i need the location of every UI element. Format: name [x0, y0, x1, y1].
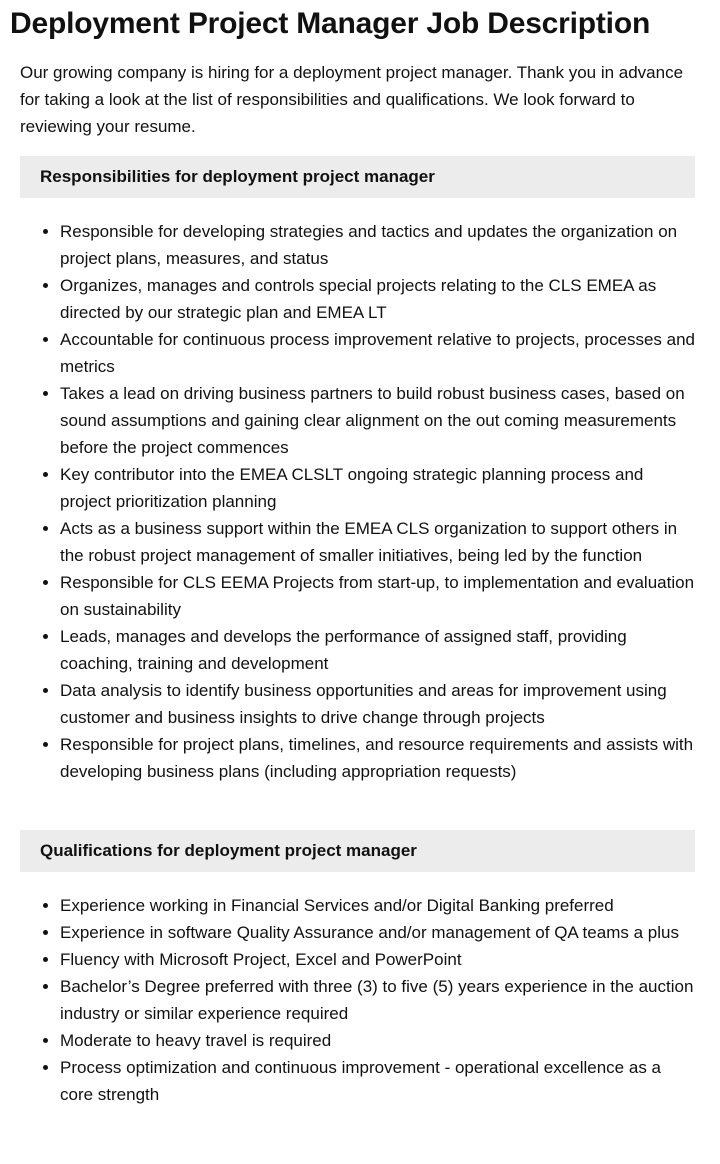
- list-item: • Takes a lead on driving business partners to build robust business cases, based on sound assumptions and gaining clear alignment on the out coming measurements before the project commences: [60, 380, 695, 461]
- list-item: • Acts as a business support within the EMEA CLS organization to support others in the robust project management of smaller initiatives, being led by the function: [60, 515, 695, 569]
- list-item: • Responsible for project plans, timelines, and resource requirements and assists with developing business plans (including appropriation requests): [60, 731, 695, 785]
- list-item: • Responsible for CLS EEMA Projects from start-up, to implementation and evaluation on sustainability: [60, 569, 695, 623]
- list-item: • Organizes, manages and controls special projects relating to the CLS EMEA as directed by our strategic plan and EMEA LT: [60, 272, 695, 326]
- list-item: • Leads, manages and develops the performance of assigned staff, providing coaching, training and development: [60, 623, 695, 677]
- qualifications-list: [20, 892, 695, 1108]
- responsibilities-heading: Responsibilities for deployment project manager: [20, 156, 695, 198]
- responsibilities-section: [20, 156, 695, 785]
- list-item: • Data analysis to identify business opportunities and areas for improvement using customer and business insights to drive change through projects: [60, 677, 695, 731]
- list-item: • Key contributor into the EMEA CLSLT ongoing strategic planning process and project prioritization planning: [60, 461, 695, 515]
- list-item: • Experience in software Quality Assurance and/or management of QA teams a plus: [60, 919, 695, 946]
- intro-paragraph: Our growing company is hiring for a deployment project manager. Thank you in advance for taking a look at the list of responsibilities and qualifications. We look forward to reviewing your resume.: [20, 63, 684, 136]
- list-item: • Experience working in Financial Services and/or Digital Banking preferred: [60, 892, 695, 919]
- list-item: • Responsible for developing strategies and tactics and updates the organization on project plans, measures, and status: [60, 218, 695, 272]
- list-item: • Fluency with Microsoft Project, Excel and PowerPoint: [60, 946, 695, 973]
- list-item: • Bachelor’s Degree preferred with three (3) to five (5) years experience in the auction industry or similar experience required: [60, 973, 695, 1027]
- list-item: • Moderate to heavy travel is required: [60, 1027, 695, 1054]
- qualifications-heading: Qualifications for deployment project manager: [20, 830, 695, 872]
- list-item: • Process optimization and continuous improvement - operational excellence as a core strength: [60, 1054, 695, 1108]
- qualifications-section: [20, 830, 695, 1108]
- list-item: • Accountable for continuous process improvement relative to projects, processes and metrics: [60, 326, 695, 380]
- page-title: Deployment Project Manager Job Description: [10, 7, 651, 40]
- responsibilities-list: [20, 218, 695, 785]
